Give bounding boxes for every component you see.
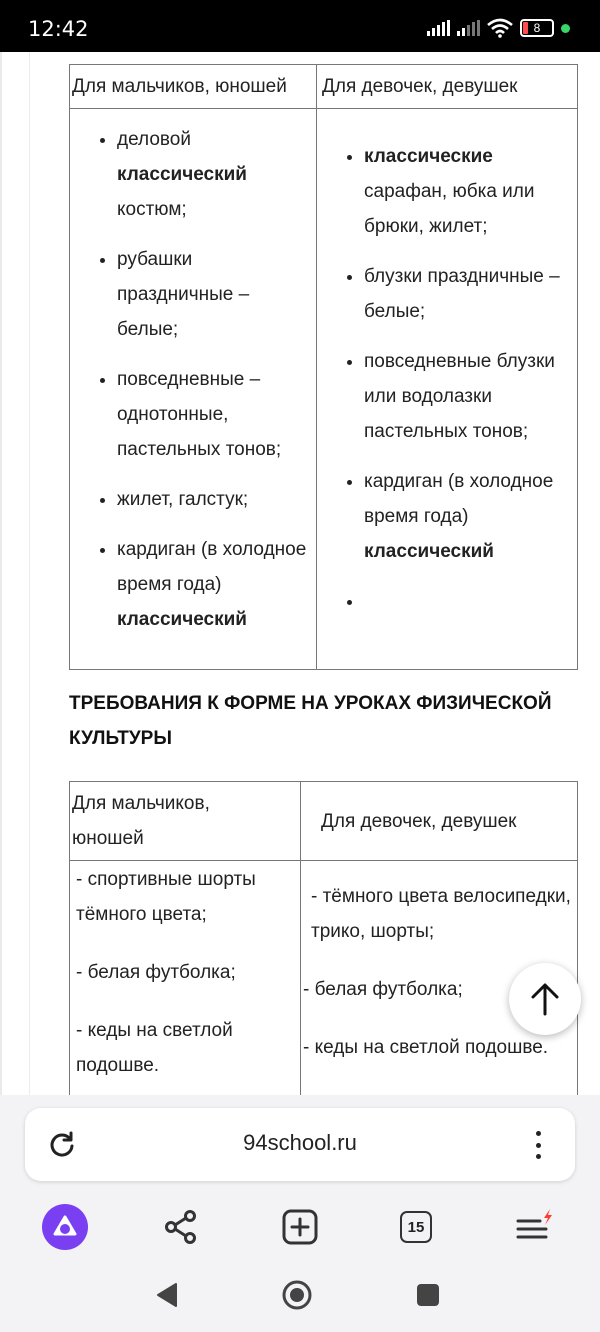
more-vertical-icon (536, 1131, 541, 1136)
uniform-table (69, 64, 578, 670)
pe-boys-cell (70, 861, 301, 1096)
list-item: - белая футболка; (303, 979, 463, 1000)
uniform-boys-cell (70, 109, 317, 670)
tab-count: 15 (400, 1211, 432, 1243)
uniform-header-boys: Для мальчиков, юношей (70, 65, 317, 109)
uniform-header-girls: Для девочек, девушек (317, 65, 578, 109)
pe-section-heading: ТРЕБОВАНИЯ К ФОРМЕ НА УРОКАХ ФИЗИЧЕСКОЙ КУЛЬТУРЫ (69, 693, 552, 749)
signal-2-icon (457, 20, 480, 36)
nav-back-icon (154, 1281, 180, 1309)
plus-square-icon (282, 1209, 318, 1245)
url-text[interactable]: 94school.ru (243, 1130, 357, 1155)
status-time: 12:42 (28, 17, 89, 41)
alice-icon (41, 1203, 89, 1251)
share-button[interactable] (157, 1203, 205, 1251)
uniform-girls-list (317, 139, 577, 619)
share-icon (163, 1209, 199, 1245)
nav-recents-icon (415, 1282, 441, 1308)
more-menu-button[interactable] (527, 1128, 549, 1162)
list-item: • рубашки праздничные – белые; (117, 242, 310, 347)
nav-home-button[interactable] (281, 1279, 313, 1311)
list-item: • классические сарафан, юбка или брюки, жилет; (364, 139, 573, 244)
menu-button[interactable] (510, 1203, 558, 1251)
charging-dot-icon (561, 24, 570, 33)
nav-back-button[interactable] (151, 1279, 183, 1311)
list-item: - спортивные шорты тёмного цвета; (76, 869, 256, 925)
uniform-girls-cell (317, 109, 578, 670)
url-bar[interactable] (25, 1108, 575, 1181)
battery-level: 8 (533, 21, 541, 35)
pe-uniform-table (69, 781, 578, 1095)
list-item: - кеды на светлой подошве. (303, 1037, 549, 1058)
list-item: - белая футболка; (76, 962, 236, 983)
battery-icon (520, 19, 554, 37)
page-margin (0, 52, 30, 1095)
list-item: • кардиган (в холодное время года) классический (364, 464, 573, 569)
scroll-to-top-button[interactable] (509, 963, 581, 1035)
page-content[interactable] (0, 52, 600, 1095)
list-item: • повседневные блузки или водолазки пастельных тонов; (364, 344, 573, 449)
wifi-icon (487, 18, 513, 38)
tabs-button[interactable] (392, 1203, 440, 1251)
pe-header-boys: Для мальчиков, юношей (70, 782, 301, 861)
nav-recents-button[interactable] (412, 1279, 444, 1311)
signal-icon (427, 20, 450, 36)
list-item: - кеды на светлой подошве. (76, 1020, 233, 1076)
browser-toolbar (0, 1197, 600, 1255)
pe-header-girls: Для девочек, девушек (301, 782, 578, 861)
list-item: - тёмного цвета велосипедки, трико, шорты; (311, 886, 571, 942)
list-item: • блузки праздничные – белые; (364, 259, 573, 329)
system-nav-bar (0, 1255, 600, 1332)
list-item: • кардиган (в холодное время года) классический (117, 532, 310, 637)
status-icons (427, 18, 570, 38)
list-item-empty (364, 584, 573, 619)
alice-button[interactable] (41, 1203, 89, 1251)
new-tab-button[interactable] (276, 1203, 324, 1251)
list-item: • повседневные – однотонные, пастельных тонов; (117, 362, 310, 467)
list-item: • жилет, галстук; (117, 482, 310, 517)
list-item: • деловой классический костюм; (117, 122, 310, 227)
menu-icon (512, 1207, 556, 1247)
uniform-boys-list (70, 122, 316, 637)
status-bar (0, 0, 600, 52)
nav-home-icon (281, 1279, 313, 1311)
arrow-up-icon (530, 982, 560, 1016)
